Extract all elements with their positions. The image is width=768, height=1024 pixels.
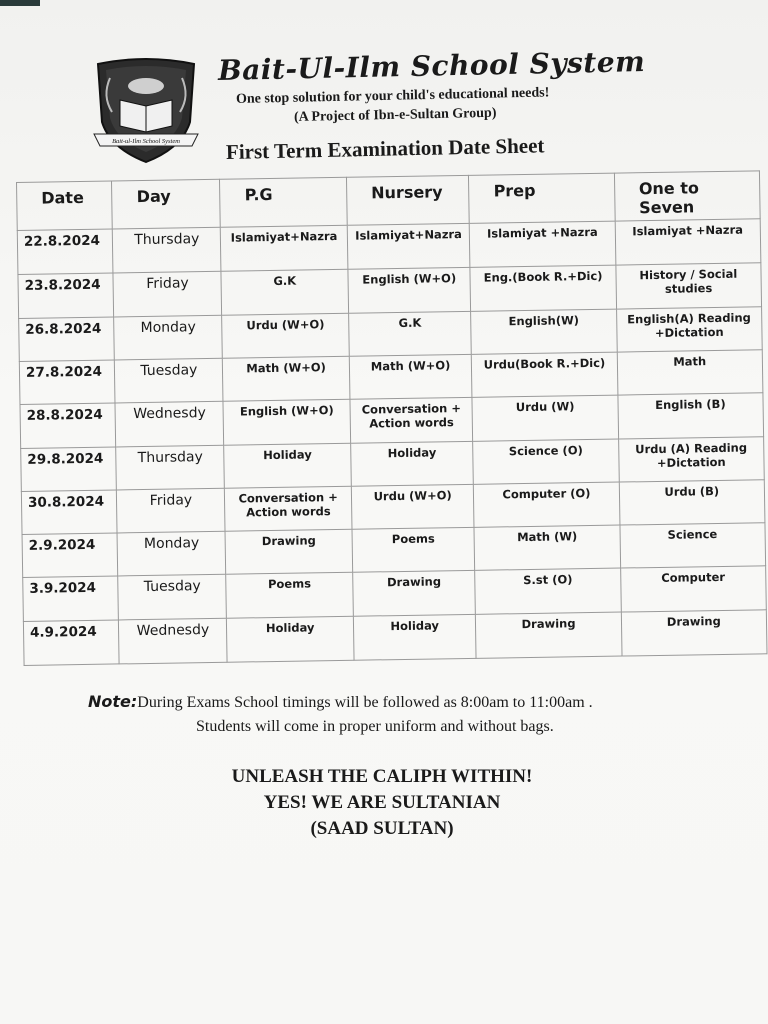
cell-prep: Computer (O) (474, 482, 620, 527)
table-body (17, 219, 767, 666)
cell-date: 2.9.2024 (22, 533, 118, 577)
cell-nursery: Conversation + Action words (350, 397, 473, 443)
cell-prep: Math (W) (474, 525, 620, 570)
note-line (88, 692, 728, 712)
cell-date: 28.8.2024 (20, 403, 116, 448)
cell-date: 22.8.2024 (17, 229, 113, 274)
cell-nursery: Holiday (353, 614, 476, 660)
note-label: Note: (88, 692, 138, 711)
cell-day: Monday (114, 315, 223, 360)
cell-day: Thursday (116, 445, 225, 490)
cell-one-to-seven: Math (617, 350, 763, 395)
cell-one-to-seven: History / Social studies (616, 263, 762, 309)
date-sheet-table (16, 170, 768, 666)
note-text: During Exams School timings will be followed as 8:00am to 11:00am . (137, 694, 593, 711)
cell-day: Friday (117, 488, 226, 533)
slogan-line-2: YES! WE ARE SULTANIAN (263, 792, 501, 813)
tagline: One stop solution for your child's educational needs! (235, 85, 550, 107)
cell-one-to-seven: Urdu (B) (619, 480, 765, 525)
cell-one-to-seven: Drawing (621, 610, 767, 656)
cell-nursery: English (W+O) (348, 267, 471, 313)
cell-prep: S.st (O) (475, 568, 621, 614)
school-name: Bait-Ul-Ilm School System (217, 45, 646, 87)
cell-pg: Islamiyat+Nazra (221, 225, 348, 271)
cell-prep: Islamiyat +Nazra (470, 221, 616, 267)
cell-prep: Drawing (476, 612, 622, 658)
cell-prep: English(W) (471, 309, 617, 354)
cell-nursery: Holiday (351, 441, 474, 486)
column-header-nursery: Nursery (346, 175, 469, 225)
cell-date: 23.8.2024 (18, 273, 114, 318)
scan-edge (0, 0, 40, 6)
cell-prep: Science (O) (473, 439, 619, 484)
cell-day: Tuesday (118, 574, 227, 620)
cell-date: 27.8.2024 (19, 360, 115, 404)
cell-nursery: Islamiyat+Nazra (347, 223, 470, 269)
column-header-prep: Prep (469, 173, 615, 223)
cell-prep: Urdu(Book R.+Dic) (472, 352, 618, 397)
cell-one-to-seven: Islamiyat +Nazra (615, 219, 761, 265)
slogan-line-1: UNLEASH THE CALIPH WITHIN! (231, 766, 533, 787)
cell-date: 4.9.2024 (23, 620, 119, 665)
cell-date: 3.9.2024 (23, 576, 119, 621)
cell-day: Monday (117, 531, 226, 576)
column-header-date: Date (17, 181, 113, 230)
column-header-pg: P.G (220, 177, 347, 227)
column-header-one-to-seven: One to Seven (614, 171, 760, 221)
note-text-secondary: Students will come in proper uniform and without bags. (196, 718, 554, 735)
cell-day: Tuesday (115, 358, 224, 403)
cell-day: Wednesdy (115, 401, 224, 447)
cell-nursery: G.K (349, 311, 472, 356)
school-crest-logo (92, 56, 200, 166)
cell-pg: Conversation + Action words (225, 486, 352, 531)
cell-nursery: Math (W+O) (349, 354, 472, 399)
cell-nursery: Poems (352, 527, 475, 572)
cell-pg: Urdu (W+O) (222, 313, 349, 358)
cell-one-to-seven: Computer (620, 566, 766, 612)
document-title: First Term Examination Date Sheet (225, 133, 545, 164)
cell-pg: G.K (221, 269, 348, 315)
cell-date: 26.8.2024 (19, 317, 115, 361)
cell-day: Wednesdy (119, 618, 228, 664)
cell-date: 30.8.2024 (21, 490, 117, 534)
cell-pg: Poems (226, 572, 353, 618)
cell-one-to-seven: English(A) Reading +Dictation (616, 307, 762, 352)
slogan-signature: (SAAD SULTAN) (310, 818, 454, 839)
date-sheet-table-container (16, 170, 768, 666)
cell-one-to-seven: English (B) (618, 393, 764, 439)
cell-one-to-seven: Science (620, 523, 766, 568)
cell-pg: Holiday (227, 616, 354, 662)
cell-nursery: Urdu (W+O) (351, 484, 474, 529)
cell-day: Thursday (113, 227, 222, 273)
cell-pg: Math (W+O) (223, 356, 350, 401)
project-subtitle: (A Project of Ibn-e-Sultan Group) (293, 105, 497, 125)
cell-date: 29.8.2024 (21, 447, 117, 491)
cell-one-to-seven: Urdu (A) Reading +Dictation (618, 437, 764, 482)
logo-lettering: Bait-ul-Ilm School System (112, 138, 180, 145)
cell-day: Friday (113, 271, 222, 317)
cell-nursery: Drawing (353, 570, 476, 616)
cell-pg: Holiday (224, 443, 351, 488)
cell-pg: Drawing (225, 529, 352, 574)
column-header-day: Day (112, 179, 221, 229)
cell-pg: English (W+O) (223, 399, 350, 445)
cell-prep: Eng.(Book R.+Dic) (470, 265, 616, 311)
cell-prep: Urdu (W) (472, 395, 618, 441)
